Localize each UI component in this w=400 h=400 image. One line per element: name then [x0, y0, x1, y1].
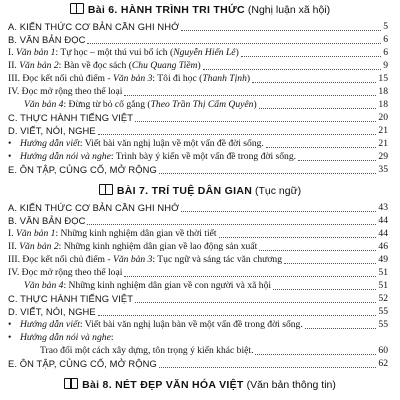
page-number: 60: [378, 345, 388, 356]
bullet-icon: •: [8, 151, 12, 162]
lesson-title: Bài 8. NÉT ĐẸP VĂN HÓA VIỆT: [82, 379, 244, 391]
page-number: 18: [378, 86, 388, 97]
toc-entry-text: • Hướng dẫn viết: Viết bài văn nghị luận bàn về một vấn đề trong đời sống.: [8, 319, 303, 330]
toc-entry-text: Văn bản 4: Đừng từ bỏ cố gắng (Theo Trần Thị Cẩm Quyên): [24, 99, 257, 110]
page-number: 51: [378, 280, 388, 291]
lesson-genre: (Văn bản thông tin): [246, 379, 336, 391]
toc-entry[interactable]: [8, 201, 388, 214]
toc-entry-text: D. VIẾT, NÓI, NGHE: [8, 306, 96, 317]
toc-entry[interactable]: [8, 150, 388, 163]
toc-entry-text: D. VIẾT, NÓI, NGHE: [8, 125, 96, 136]
toc-entry-text: • Hướng dẫn nói và nghe:: [8, 332, 114, 343]
toc-entry[interactable]: [24, 98, 388, 111]
book-icon: [64, 378, 78, 389]
page-number: 21: [378, 138, 388, 149]
lesson-genre: (Tục ngữ): [255, 185, 302, 197]
toc-entry[interactable]: [8, 46, 388, 59]
page-number: 62: [378, 358, 388, 369]
toc-entry[interactable]: [8, 253, 388, 266]
book-icon: [99, 184, 113, 195]
page-number: 51: [378, 267, 388, 278]
toc-entry-text: B. VĂN BẢN ĐỌC: [8, 215, 86, 226]
toc-entry-text: A. KIẾN THỨC CƠ BẢN CẦN GHI NHỚ: [8, 202, 180, 213]
page-number: 21: [378, 125, 388, 136]
lesson-heading: [0, 3, 400, 17]
lesson-heading: [0, 378, 400, 392]
page-number: 55: [378, 306, 388, 317]
toc-entry[interactable]: [8, 20, 388, 33]
toc-entry[interactable]: [8, 124, 388, 137]
toc-entry[interactable]: [40, 344, 388, 357]
toc-entry-text: II. Văn bản 2: Những kinh nghiệm dân gian về lao động sản xuất: [8, 241, 258, 252]
toc-entry[interactable]: [8, 240, 388, 253]
lesson-title: Bài 6. HÀNH TRÌNH TRI THỨC: [87, 4, 245, 16]
toc-entry[interactable]: [8, 163, 388, 176]
toc-entry[interactable]: [24, 279, 388, 292]
toc-entry-text: • Hướng dẫn nói và nghe: Trình bày ý kiến về một vấn đề trong đời sống.: [8, 151, 297, 162]
lesson-title: BÀI 7. TRÍ TUỆ DÂN GIAN: [116, 185, 253, 197]
toc-entry-text: III. Đọc kết nối chủ điểm - Văn bản 3: Tục ngữ và sáng tác văn chương: [8, 254, 283, 265]
lesson-genre: (Nghị luận xã hội): [247, 4, 331, 16]
page-number: 5: [383, 21, 388, 32]
toc-entry-text: C. THỰC HÀNH TIẾNG VIỆT: [8, 112, 134, 123]
toc-entry[interactable]: [8, 227, 388, 240]
toc-entry-text: Văn bản 4: Những kinh nghiệm dân gian về con người và xã hội: [24, 280, 272, 291]
page-number: 46: [378, 241, 388, 252]
page-number: 43: [378, 202, 388, 213]
page-number: 44: [378, 215, 388, 226]
page-number: 55: [378, 319, 388, 330]
toc-entry-text: Trao đổi một cách xây dựng, tôn trọng ý kiến khác biệt.: [40, 345, 254, 356]
toc-entry: [8, 331, 388, 344]
toc-entry[interactable]: [8, 59, 388, 72]
toc-entry-text: I. Văn bản 1: Tự học – một thú vui bổ ích (Nguyễn Hiến Lê): [8, 47, 239, 58]
page-number: 6: [383, 34, 388, 45]
page-number: 35: [378, 164, 388, 175]
toc-entry[interactable]: [8, 72, 388, 85]
toc-entry-text: I. Văn bản 1: Những kinh nghiệm dân gian về thời tiết: [8, 228, 217, 239]
toc-entry-text: C. THỰC HÀNH TIẾNG VIỆT: [8, 293, 134, 304]
toc-entry-text: B. VĂN BẢN ĐỌC: [8, 34, 86, 45]
page-number: 29: [378, 151, 388, 162]
toc-entry[interactable]: [8, 318, 388, 331]
toc-entry[interactable]: [8, 266, 388, 279]
toc-entry-text: III. Đọc kết nối chủ điểm - Văn bản 3: Tôi đi học (Thanh Tịnh): [8, 73, 251, 84]
toc-entry-text: IV. Đọc mở rộng theo thể loại: [8, 267, 123, 278]
toc-entry-text: II. Văn bản 2: Bàn về đọc sách (Chu Quang Tiềm): [8, 60, 201, 71]
page-number: 15: [378, 73, 388, 84]
page-number: 49: [378, 254, 388, 265]
page-number: 44: [378, 228, 388, 239]
page-number: 18: [378, 99, 388, 110]
toc-entry[interactable]: [8, 357, 388, 370]
bullet-icon: •: [8, 138, 12, 149]
bullet-icon: •: [8, 332, 12, 343]
book-icon: [70, 3, 84, 14]
bullet-icon: •: [8, 319, 12, 330]
page-number: 52: [378, 293, 388, 304]
toc-entry-text: E. ÔN TẬP, CỦNG CỐ, MỞ RỘNG: [8, 358, 157, 369]
toc-entry-text: • Hướng dẫn viết: Viết bài văn nghị luận về một vấn đề đời sống.: [8, 138, 264, 149]
toc-entry[interactable]: [8, 111, 388, 124]
toc-entry[interactable]: [8, 137, 388, 150]
toc-entry[interactable]: [8, 305, 388, 318]
toc-entry[interactable]: [8, 85, 388, 98]
page-number: 6: [383, 47, 388, 58]
toc-entry[interactable]: [8, 33, 388, 46]
toc-entry[interactable]: [8, 214, 388, 227]
toc-entry-text: IV. Đọc mở rộng theo thể loại: [8, 86, 123, 97]
toc-entry-text: A. KIẾN THỨC CƠ BẢN CẦN GHI NHỚ: [8, 21, 180, 32]
page-number: 20: [378, 112, 388, 123]
toc-entry-text: E. ÔN TẬP, CỦNG CỐ, MỞ RỘNG: [8, 164, 157, 175]
page-number: 9: [383, 60, 388, 71]
lesson-heading: [0, 184, 400, 198]
toc-entry[interactable]: [8, 292, 388, 305]
